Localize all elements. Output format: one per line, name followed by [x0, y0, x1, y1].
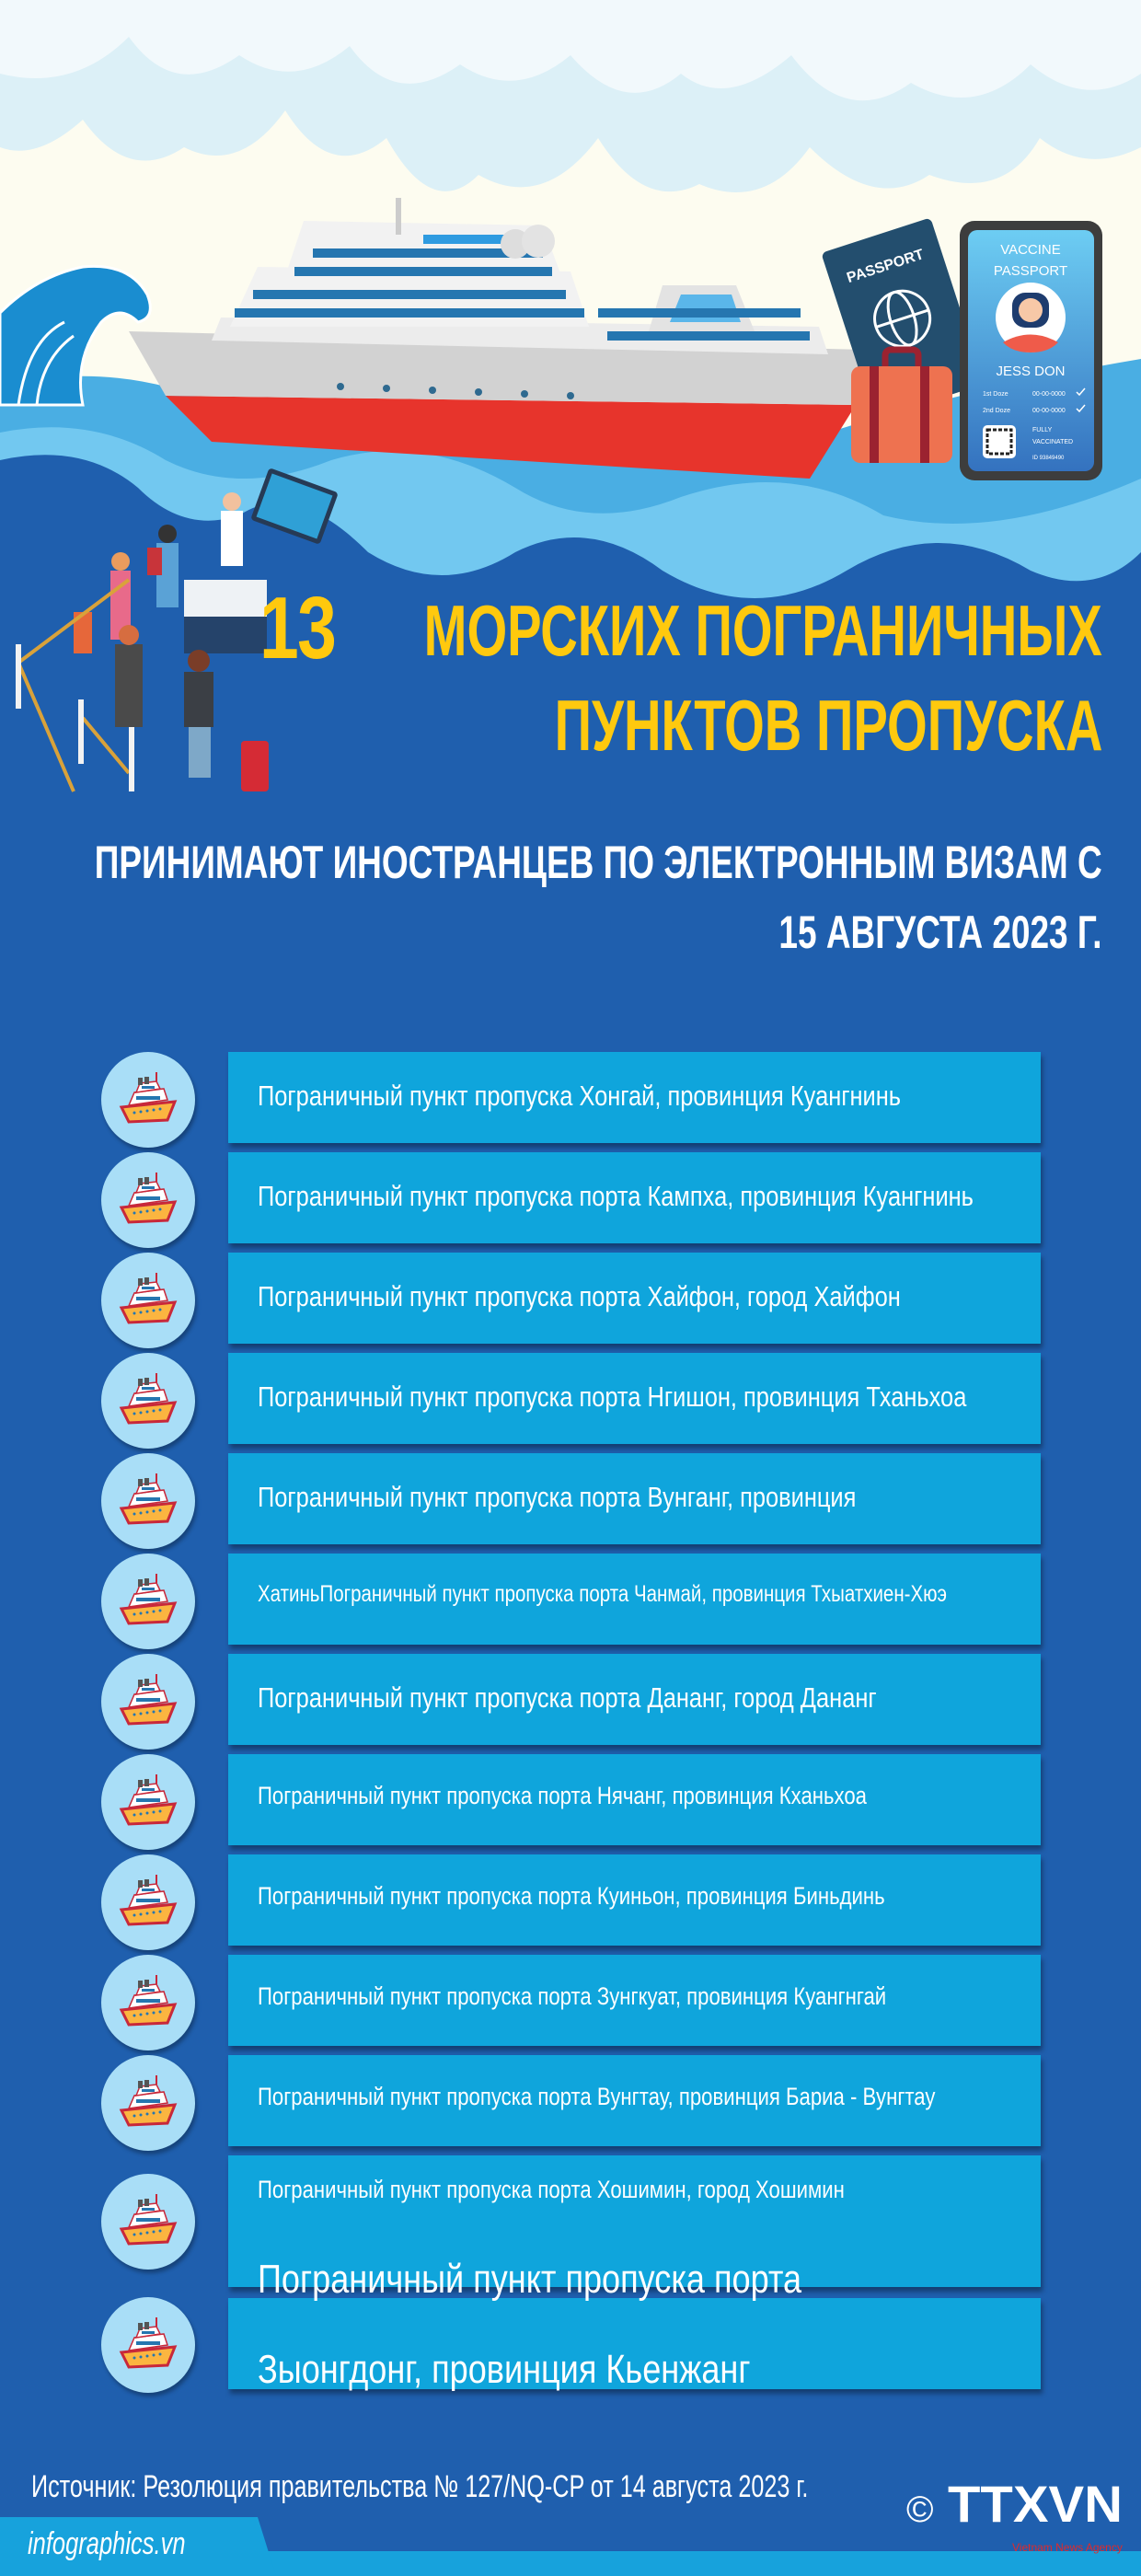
ship-icon: [116, 1674, 180, 1729]
vaccine-passport-phone: [960, 221, 1102, 480]
ship-icon: [116, 1373, 180, 1428]
ship-badge: [101, 1453, 195, 1549]
checkpoint-label: Пограничный пункт пропуска Хонгай, провинция Куангнинь: [258, 1080, 902, 1112]
status-1: FULLY: [1032, 427, 1053, 433]
ship-badge: [101, 1152, 195, 1248]
checkpoint-label: Пограничный пункт пропуска порта Нячанг, провинция Кханьхоа: [258, 1782, 867, 1809]
checkpoint-label: Пограничный пункт пропуска порта Вунгтау, провинция Бариа - Вунгтау: [258, 2083, 936, 2110]
ship-icon: [116, 2317, 180, 2373]
checkpoint-label-continued: Зыонгдонг, провинция Кьенжанг: [258, 2347, 751, 2392]
dose1-label: 1st Doze: [983, 391, 1008, 398]
dose2-date: 00-00-0000: [1032, 408, 1066, 414]
logo-text: TTXVN: [948, 2475, 1123, 2533]
ship-icon: [116, 2194, 180, 2249]
ship-badge: [101, 1854, 195, 1950]
checkpoint-label: Пограничный пункт пропуска порта Хайфон, город Хайфон: [258, 1280, 901, 1312]
ship-badge: [101, 2055, 195, 2151]
ship-icon: [116, 1172, 180, 1228]
ship-icon: [116, 1975, 180, 2030]
checkpoint-label: Пограничный пункт пропуска порта Дананг, город Дананг: [258, 1681, 877, 1714]
phone-id: ID 93849490: [1032, 456, 1065, 461]
phone-name: JESS DON: [996, 364, 1066, 379]
passport-label: PASSPORT: [845, 247, 927, 287]
dose2-label: 2nd Doze: [983, 408, 1010, 414]
site-link[interactable]: infographics.vn: [28, 2526, 186, 2561]
checkpoint-label: Пограничный пункт пропуска порта Вунганг, провинция: [258, 1481, 857, 1513]
title-number: 13: [259, 579, 336, 677]
dose1-date: 00-00-0000: [1032, 391, 1066, 398]
ship-badge: [101, 1955, 195, 2050]
copyright-symbol: ©: [906, 2489, 934, 2530]
title-line-2: ПУНКТОВ ПРОПУСКА: [554, 685, 1102, 766]
ship-badge: [101, 1353, 195, 1449]
phone-title-2: PASSPORT: [993, 263, 1068, 279]
ship-badge: [101, 2174, 195, 2270]
checkpoint-label: Пограничный пункт пропуска порта Кампха, провинция Куангнинь: [258, 1180, 974, 1212]
source-note: Источник: Резолюция правительства № 127/NQ-CP от 14 августа 2023 г.: [31, 2469, 809, 2504]
phone-title-1: VACCINE: [1000, 242, 1061, 258]
ship-icon: [116, 1273, 180, 1328]
checkpoint-label: Пограничный пункт пропуска порта Куиньон, провинция Биньдинь: [258, 1882, 885, 1910]
ship-icon: [116, 2075, 180, 2131]
checkpoint-label: Пограничный пункт пропуска порта Нгишон, провинция Тханьхоа: [258, 1380, 967, 1413]
ship-icon: [116, 1875, 180, 1930]
logo-tagline: Vietnam News Agency: [1012, 2541, 1123, 2554]
checkpoint-label: Пограничный пункт пропуска порта Хошимин, город Хошимин: [258, 2176, 845, 2203]
subtitle-line-1: ПРИНИМАЮТ ИНОСТРАНЦЕВ ПО ЭЛЕКТРОННЫМ ВИЗАМ С: [95, 837, 1102, 888]
ship-badge: [101, 1654, 195, 1750]
ttxvn-logo: [906, 2466, 1136, 2559]
ship-badge: [101, 1554, 195, 1649]
ship-badge: [101, 1052, 195, 1148]
ship-icon: [116, 1574, 180, 1629]
checkpoint-label: ХатиньПограничный пункт пропуска порта Чанмай, провинция Тхыатхиен-Хюэ: [258, 1581, 947, 1607]
status-2: VACCINATED: [1032, 439, 1074, 445]
ship-icon: [116, 1072, 180, 1127]
ship-badge: [101, 2297, 195, 2393]
suitcase: [851, 350, 952, 463]
ship-icon: [116, 1473, 180, 1529]
checkpoint-label: Пограничный пункт пропуска порта Зунгкуат, провинция Куангнгай: [258, 1982, 887, 2010]
subtitle-line-2: 15 АВГУСТА 2023 Г.: [778, 907, 1102, 958]
title-line-1: МОРСКИХ ПОГРАНИЧНЫХ: [423, 590, 1102, 671]
ship-badge: [101, 1253, 195, 1348]
ship-icon: [116, 1774, 180, 1830]
ship-badge: [101, 1754, 195, 1850]
checkpoint-label: Пограничный пункт пропуска порта: [258, 2257, 802, 2302]
